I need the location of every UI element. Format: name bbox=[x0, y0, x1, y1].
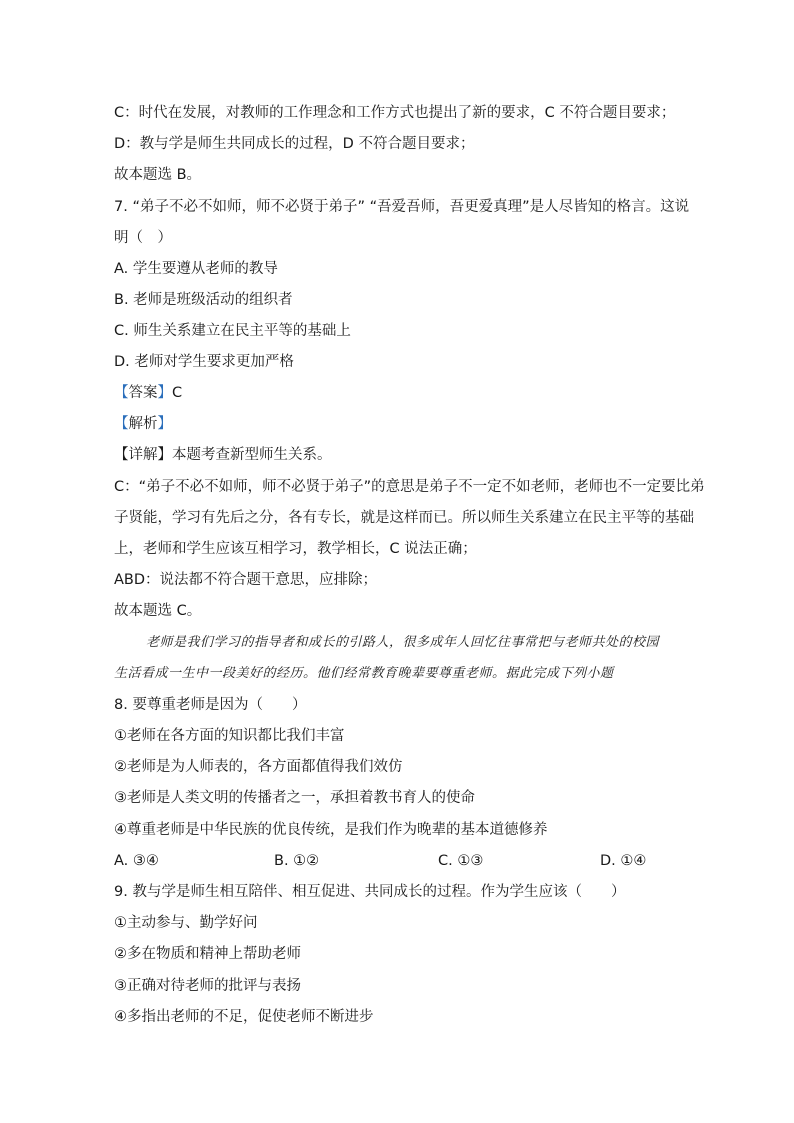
q8-option-b: B. ①② bbox=[274, 853, 320, 869]
text-line: C：时代在发展，对教师的工作理念和工作方式也提出了新的要求，C 不符合题目要求； bbox=[114, 105, 676, 121]
explanation-line: C：“弟子不必不如师，师不必贤于弟子”的意思是弟子不一定不如老师，老师也不一定要比弟 bbox=[114, 479, 705, 495]
option-d: D. 老师对学生要求更加严格 bbox=[114, 354, 294, 370]
analysis-label: 解析 bbox=[128, 416, 158, 432]
option-b: B. 老师是班级活动的组织者 bbox=[114, 292, 293, 308]
q8-item: ④尊重老师是中华民族的优良传统，是我们作为晚辈的基本道德修养 bbox=[114, 822, 548, 838]
q8-option-c: C. ①③ bbox=[438, 853, 484, 869]
q9-item: ③正确对待老师的批评与表扬 bbox=[114, 978, 301, 994]
detail-label: 详解 bbox=[128, 447, 158, 463]
detail-bracket-open: 【 bbox=[114, 447, 129, 463]
q9-item: ①主动参与、勤学好问 bbox=[114, 915, 258, 931]
explanation-line: 故本题选 C。 bbox=[114, 603, 202, 619]
detail-bracket-close: 】 bbox=[157, 447, 172, 463]
text-line: D：教与学是师生共同成长的过程，D 不符合题目要求； bbox=[114, 136, 475, 152]
explanation-line: ABD：说法都不符合题干意思，应排除； bbox=[114, 572, 378, 588]
q9-item: ④多指出老师的不足，促使老师不断进步 bbox=[114, 1009, 374, 1025]
question-7-stem-cont: 明（ ） bbox=[114, 230, 172, 246]
analysis-bracket-close: 】 bbox=[157, 416, 172, 432]
answer-bracket-open: 【 bbox=[114, 385, 129, 401]
passage-line: 生活看成一生中一段美好的经历。他们经常教育晚辈要尊重老师。据此完成下列小题 bbox=[114, 666, 614, 681]
option-a: A. 学生要遵从老师的教导 bbox=[114, 261, 278, 277]
q9-item: ②多在物质和精神上帮助老师 bbox=[114, 946, 301, 962]
analysis-bracket-open: 【 bbox=[114, 416, 129, 432]
q8-item: ③老师是人类文明的传播者之一，承担着教书育人的使命 bbox=[114, 790, 475, 806]
passage-line: 老师是我们学习的指导者和成长的引路人，很多成年人回忆往事常把与老师共处的校园 bbox=[146, 635, 660, 650]
explanation-line: 子贤能，学习有先后之分，各有专长，就是这样而已。所以师生关系建立在民主平等的基础 bbox=[114, 510, 694, 526]
detail-line bbox=[114, 445, 674, 465]
answer-line bbox=[114, 383, 674, 403]
explanation-line: 上，老师和学生应该互相学习，教学相长，C 说法正确； bbox=[114, 541, 477, 557]
answer-bracket-close: 】 bbox=[157, 385, 172, 401]
q8-item: ①老师在各方面的知识都比我们丰富 bbox=[114, 728, 345, 744]
q8-option-a: A. ③④ bbox=[114, 853, 159, 869]
answer-value: C bbox=[172, 385, 183, 401]
text-line: 故本题选 B。 bbox=[114, 167, 202, 183]
option-c: C. 师生关系建立在民主平等的基础上 bbox=[114, 323, 351, 339]
analysis-heading bbox=[114, 414, 674, 434]
answer-label: 答案 bbox=[128, 385, 158, 401]
q8-item: ②老师是为人师表的，各方面都值得我们效仿 bbox=[114, 759, 403, 775]
question-8-stem: 8. 要尊重老师是因为（ ） bbox=[114, 697, 307, 713]
question-7-stem: 7. “弟子不必不如师，师不必贤于弟子” “吾爱吾师，吾更爱真理”是人尽皆知的格言。这说 bbox=[114, 199, 690, 215]
detail-text: 本题考查新型师生关系。 bbox=[172, 447, 332, 463]
question-9-stem: 9. 教与学是师生相互陪伴、相互促进、共同成长的过程。作为学生应该（ ） bbox=[114, 884, 626, 900]
q8-option-d: D. ①④ bbox=[600, 853, 647, 869]
